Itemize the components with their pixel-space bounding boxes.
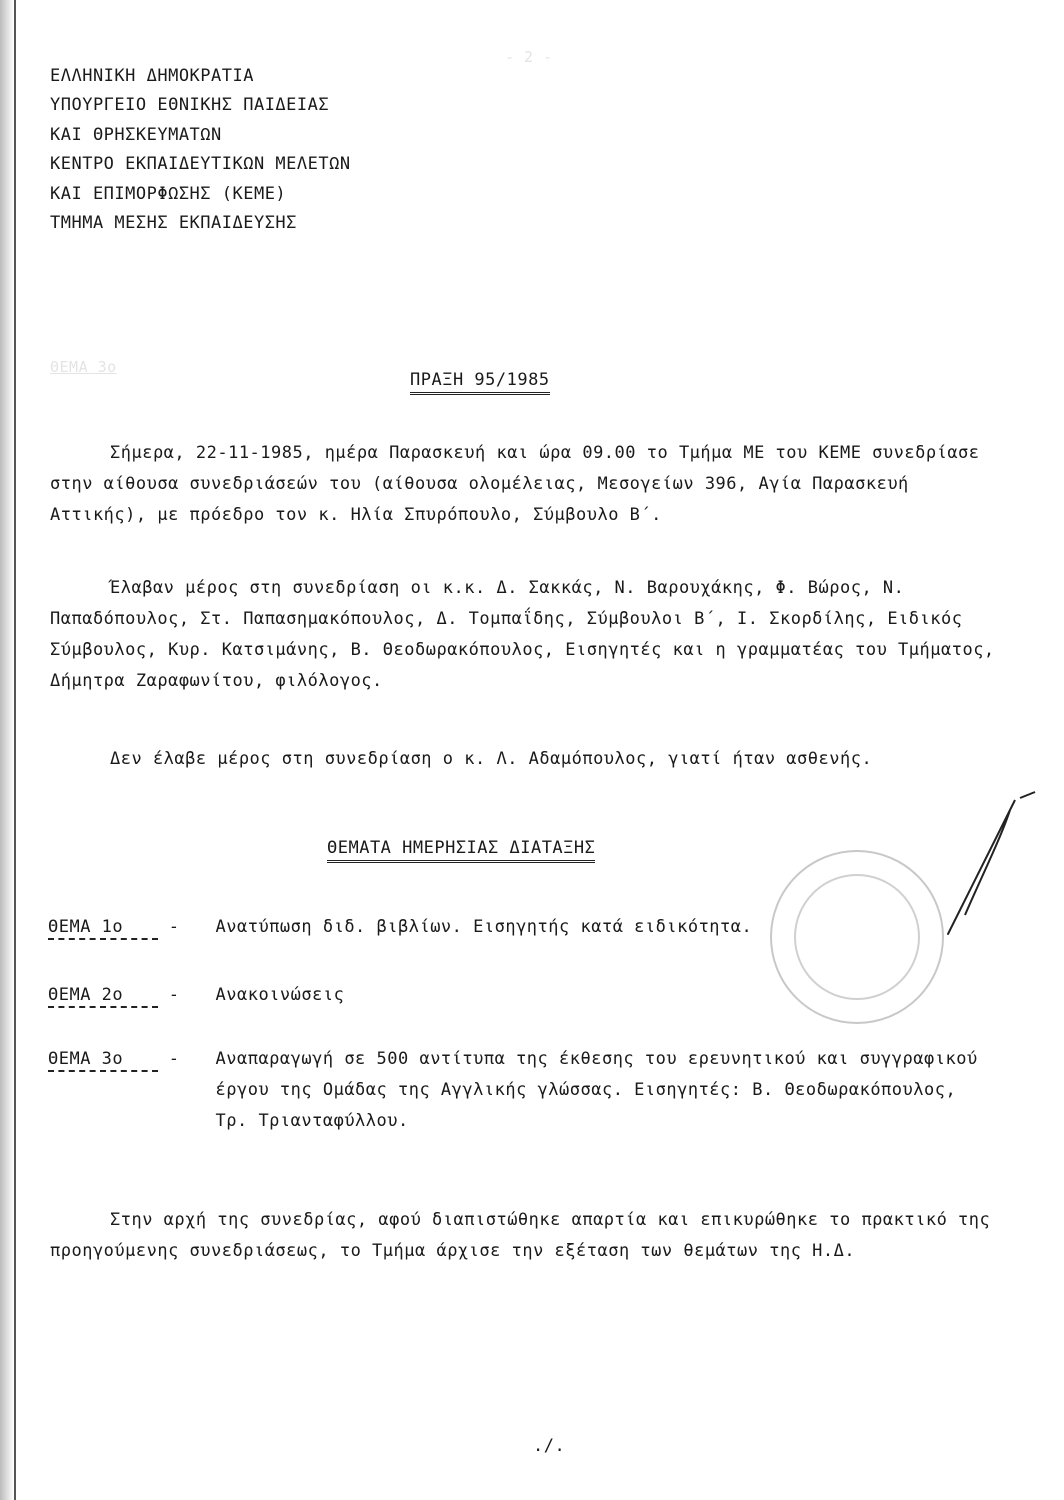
paragraph-absentee: Δεν έλαβε μέρος στη συνεδρίαση ο κ. Λ. Αδαμόπουλος, γιατί ήταν ασθενής. xyxy=(110,749,873,769)
official-stamp xyxy=(770,850,944,1024)
bleed-through-page-number: - 2 - xyxy=(505,48,553,66)
agenda-item-dash: - xyxy=(168,917,180,937)
agenda-item-dash: - xyxy=(168,985,180,1005)
agenda-item-text: Ανατύπωση διδ. βιβλίων. Εισηγητής κατά ειδικότητα. xyxy=(215,917,753,937)
letterhead-line: ΚΑΙ ΕΠΙΜΟΡΦΩΣΗΣ (ΚΕΜΕ) xyxy=(50,183,287,204)
paragraph-opening: Στην αρχή της συνεδρίας, αφού διαπιστώθηκε απαρτία και επικυρώθηκε το πρακτικό της προηγούμενης συνεδριάσεως, το Τμήμα άρχισε την εξέταση των θεμάτων της Η.Δ. xyxy=(50,1210,991,1261)
agenda-heading xyxy=(327,838,595,858)
letterhead-line: ΤΜΗΜΑ ΜΕΣΗΣ ΕΚΠΑΙΔΕΥΣΗΣ xyxy=(50,213,297,234)
page-continuation-mark: ./. xyxy=(533,1436,566,1456)
document-title-text: ΠΡΑΞΗ 95/1985 xyxy=(410,370,550,395)
agenda-item-label: ΘΕΜΑ 1ο xyxy=(48,916,158,940)
document-title xyxy=(410,370,550,390)
letterhead-line: ΚΕΝΤΡΟ ΕΚΠΑΙΔΕΥΤΙΚΩΝ ΜΕΛΕΤΩΝ xyxy=(50,154,351,175)
agenda-item-label: ΘΕΜΑ 3ο xyxy=(48,1048,158,1072)
handwritten-signature xyxy=(920,790,1040,950)
agenda-item-text: Αναπαραγωγή σε 500 αντίτυπα της έκθεσης του ερευνητικού και συγγραφικού έργου της Ομάδας της Αγγλικής γλώσσας. Εισηγητές: Β. Θεοδωρακόπουλος, Τρ. Τριανταφύλλου. xyxy=(215,1049,978,1131)
paragraph-attendees: Έλαβαν μέρος στη συνεδρίαση οι κ.κ. Δ. Σακκάς, Ν. Βαρουχάκης, Φ. Βώρος, Ν. Παπαδόπουλος, Στ. Παπασημακόπουλος, Δ. Τομπαΐδης, Σύμβουλοι Β΄, Ι. Σκορδίλης, Ειδικός Σύμβουλος, Κυρ. Κατσιμάνης, Β. Θεοδωρακόπουλος, Εισηγητές και η γραμματέας του Τμήματος, Δήμητρα Ζαραφωνίτου, φιλόλογος. xyxy=(50,578,995,691)
page-binding-edge xyxy=(0,0,16,1500)
letterhead-line: ΚΑΙ ΘΡΗΣΚΕΥΜΑΤΩΝ xyxy=(50,124,222,145)
agenda-item-label: ΘΕΜΑ 2ο xyxy=(48,984,158,1008)
agenda-heading-text: ΘΕΜΑΤΑ ΗΜΕΡΗΣΙΑΣ ΔΙΑΤΑΞΗΣ xyxy=(327,838,595,863)
agenda-item-dash: - xyxy=(168,1049,180,1069)
paragraph-meeting-details: Σήμερα, 22-11-1985, ημέρα Παρασκευή και ώρα 09.00 το Τμήμα ΜΕ του ΚΕΜΕ συνεδρίασε στην αίθουσα συνεδριάσεών του (αίθουσα ολομέλειας, Μεσογείων 396, Αγία Παρασκευή Αττικής), με πρόεδρο τον κ. Ηλία Σπυρόπουλο, Σύμβουλο Β΄. xyxy=(50,443,980,525)
letterhead xyxy=(50,62,351,238)
agenda-item xyxy=(48,1044,998,1137)
bleed-through-heading: ΘΕΜΑ 3ο xyxy=(50,358,117,376)
letterhead-line: ΕΛΛΗΝΙΚΗ ΔΗΜΟΚΡΑΤΙΑ xyxy=(50,66,254,86)
agenda-item-text: Ανακοινώσεις xyxy=(215,985,345,1005)
letterhead-line: ΥΠΟΥΡΓΕΙΟ ΕΘΝΙΚΗΣ ΠΑΙΔΕΙΑΣ xyxy=(50,95,330,116)
